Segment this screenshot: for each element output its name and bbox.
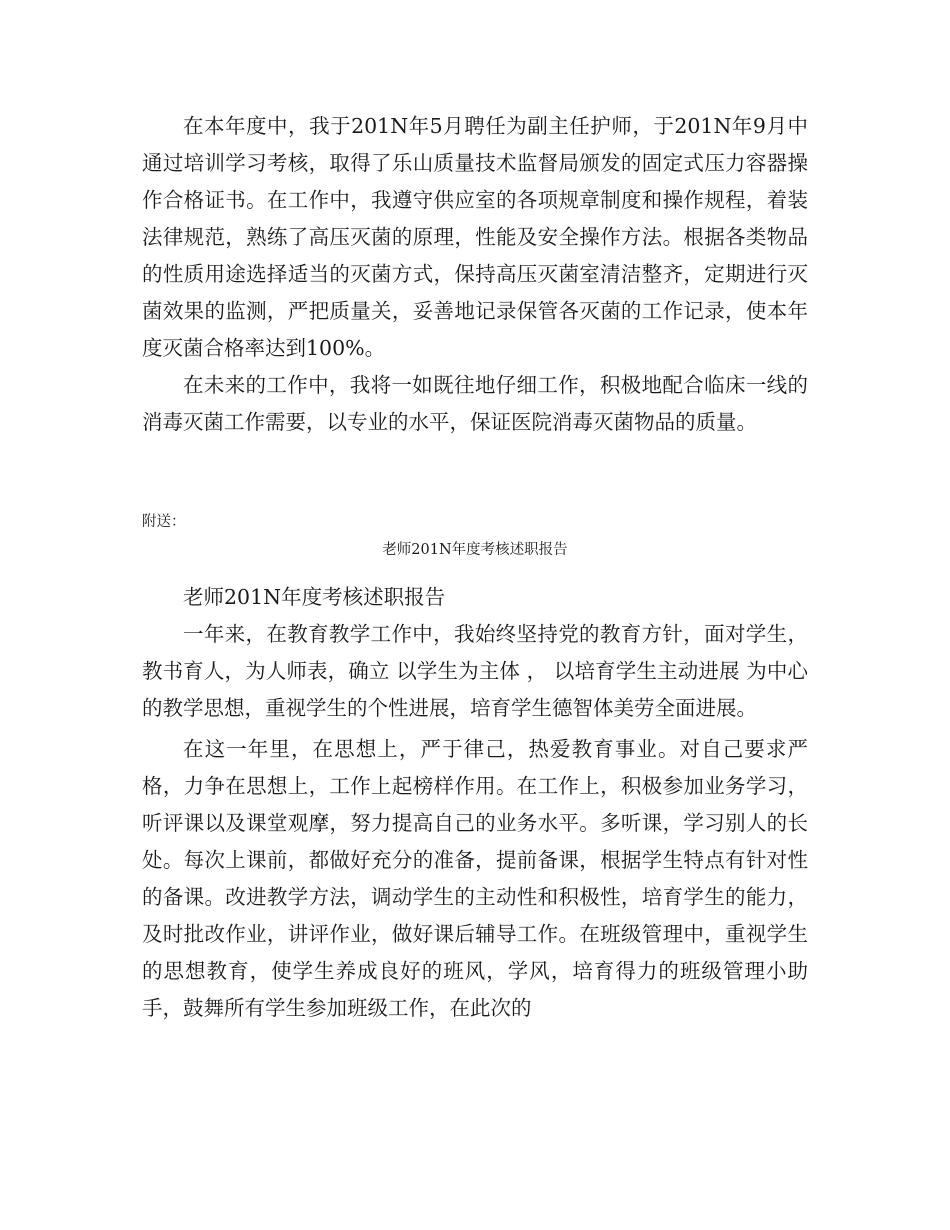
body-paragraph: 在这一年里，在思想上，严于律己，热爱教育事业。对自己要求严格，力争在思想上，工作上起榜样作用。在工作上，积极参加业务学习，听评课以及课堂观摩，努力提高自己的业务水平。多听课，学习别人的长处。每次上课前，都做好充分的准备，提前备课，根据学生特点有针对性的备课。改进教学方法，调动学生的主动性和积极性，培育学生的能力，及时批改作业，讲评作业，做好课后辅导工作。在班级管理中，重视学生的思想教育，使学生养成良好的班风，学风，培育得力的班级管理小助手，鼓舞所有学生参加班级工作，在此次的 — [142, 737, 808, 1020]
section-gap — [142, 441, 808, 511]
appendix-title: 老师201N年度考核述职报告 — [382, 542, 568, 558]
body-paragraph: 在本年度中，我于201N年5月聘任为副主任护师，于201N年9月中通过培训学习考核，取得了乐山质量技术监督局颁发的固定式压力容器操作合格证书。在工作中，我遵守供应室的各项规章制度和操作规程，着装法律规范，熟练了高压灭菌的原理，性能及安全操作方法。根据各类物品的性质用途选择适当的灭菌方式，保持高压灭菌室清洁整齐，定期进行灭菌效果的监测，严把质量关，妥善地记录保管各灭菌的工作记录，使本年度灭菌合格率达到100%。 — [142, 114, 808, 360]
appendix-label: 附送： — [142, 514, 186, 530]
document-page — [142, 108, 808, 1027]
report-heading: 老师201N年度考核述职报告 — [183, 585, 446, 609]
body-paragraph: 一年来，在教育教学工作中，我始终坚持党的教育方针，面对学生，教书育人，为人师表，确立 以学生为主体 ， 以培育学生主动进展 为中心的教学思想，重视学生的个性进展，培育学生德智体美劳全面进展。 — [142, 622, 808, 720]
body-paragraph: 在未来的工作中，我将一如既往地仔细工作，积极地配合临床一线的消毒灭菌工作需要，以专业的水平，保证医院消毒灭菌物品的质量。 — [142, 373, 808, 434]
